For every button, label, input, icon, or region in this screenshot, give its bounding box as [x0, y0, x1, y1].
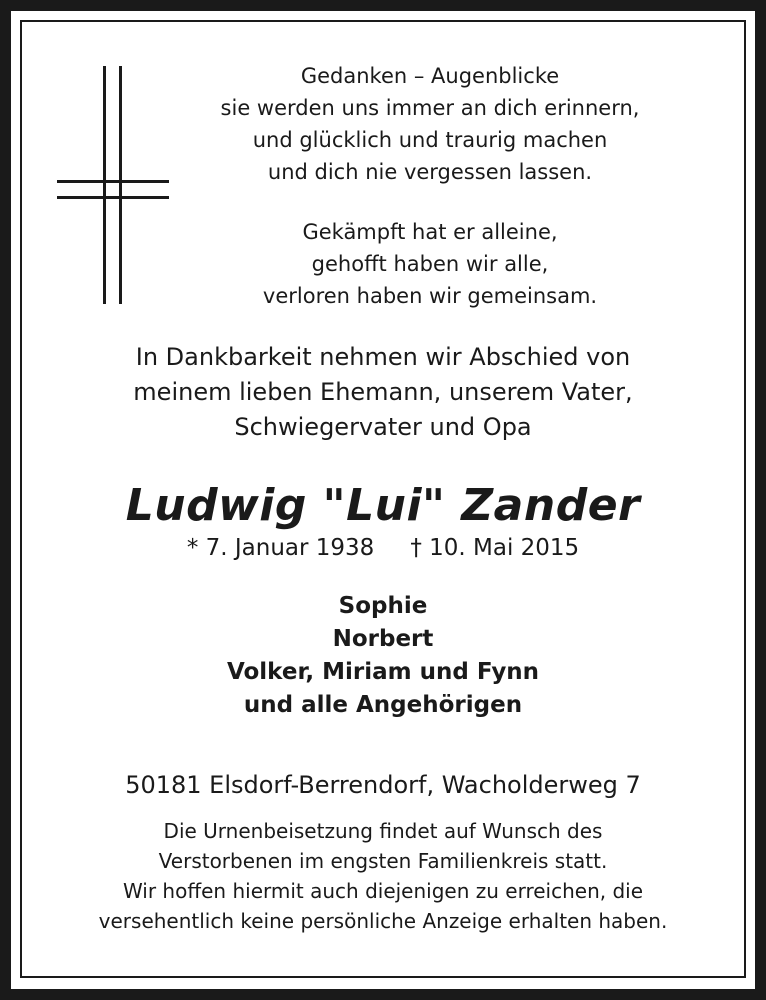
birth-date: * 7. Januar 1938	[186, 535, 375, 561]
life-dates	[23, 532, 743, 564]
notice-line: versehentlich keine persönliche Anzeige erhalten haben.	[98, 909, 668, 933]
family-member: Sophie	[338, 593, 428, 619]
poem-line: sie werden uns immer an dich erinnern,	[220, 96, 640, 120]
family-member: Norbert	[332, 626, 434, 652]
poem-line: verloren haben wir gemeinsam.	[262, 284, 598, 308]
poem-line: Gedanken – Augenblicke	[300, 64, 560, 88]
poem-line: gehofft haben wir alle,	[311, 252, 549, 276]
family-list	[23, 590, 743, 722]
intro-line: In Dankbarkeit nehmen wir Abschied von	[135, 343, 631, 371]
poem-stanza-1	[180, 60, 680, 188]
intro-line: meinem lieben Ehemann, unserem Vater,	[133, 378, 633, 406]
intro-text	[23, 340, 743, 445]
cross-icon	[57, 66, 169, 306]
intro-line: Schwiegervater und Opa	[234, 413, 532, 441]
notice-line: Die Urnenbeisetzung findet auf Wunsch des	[163, 819, 603, 843]
notice-line: Wir hoffen hiermit auch diejenigen zu erreichen, die	[122, 879, 644, 903]
poem-line: und dich nie vergessen lassen.	[267, 160, 593, 184]
poem-line: Gekämpft hat er alleine,	[302, 220, 558, 244]
family-member: und alle Angehörigen	[243, 692, 523, 718]
notice-text	[23, 816, 743, 936]
notice-line: Verstorbenen im engsten Familienkreis statt.	[158, 849, 608, 873]
address: 50181 Elsdorf-Berrendorf, Wacholderweg 7	[125, 771, 641, 799]
family-member: Volker, Miriam und Fynn	[226, 659, 540, 685]
poem-line: und glücklich und traurig machen	[252, 128, 608, 152]
death-date: † 10. Mai 2015	[410, 535, 580, 561]
poem-stanza-2	[180, 216, 680, 312]
deceased-name: Ludwig "Lui" Zander	[125, 480, 641, 531]
